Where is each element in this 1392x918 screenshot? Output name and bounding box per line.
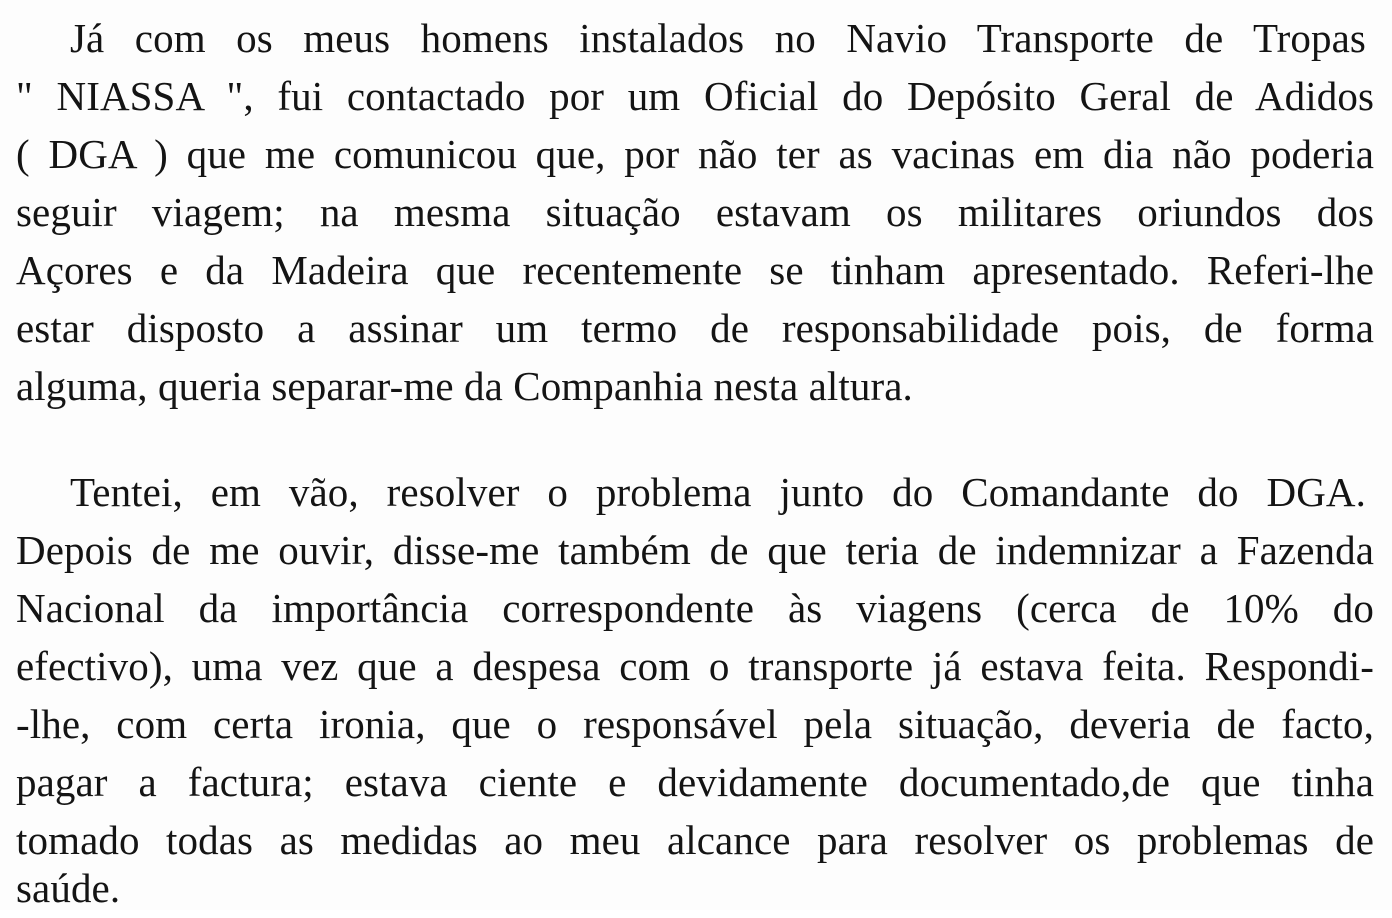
text-line: Já com os meus homens instalados no Navio Transporte de Tropas (70, 15, 1366, 61)
text-line: saúde. (16, 865, 121, 911)
text-line: Açores e da Madeira que recentemente se tinham apresentado. Referi-lhe (16, 247, 1374, 293)
text-line: " NIASSA ", fui contactado por um Oficial do Depósito Geral de Adidos (16, 73, 1374, 119)
text-line: Depois de me ouvir, disse-me também de que teria de indemnizar a Fazenda (16, 527, 1374, 573)
text-line: tomado todas as medidas ao meu alcance para resolver os problemas de (16, 817, 1374, 863)
text-line: alguma, queria separar-me da Companhia nesta altura. (16, 363, 913, 409)
text-line: seguir viagem; na mesma situação estavam os militares oriundos dos (16, 189, 1374, 235)
text-line: ( DGA ) que me comunicou que, por não ter as vacinas em dia não poderia (16, 131, 1374, 177)
text-line: Tentei, em vão, resolver o problema junto do Comandante do DGA. (70, 469, 1366, 515)
text-line: estar disposto a assinar um termo de responsabilidade pois, de forma (16, 305, 1374, 351)
text-line: efectivo), uma vez que a despesa com o transporte já estava feita. Respondi- (16, 643, 1374, 689)
text-line: pagar a factura; estava ciente e devidamente documentado,de que tinha (16, 759, 1374, 805)
text-line: Nacional da importância correspondente às viagens (cerca de 10% do (16, 585, 1374, 631)
text-line: -lhe, com certa ironia, que o responsável pela situação, deveria de facto, (16, 701, 1374, 747)
